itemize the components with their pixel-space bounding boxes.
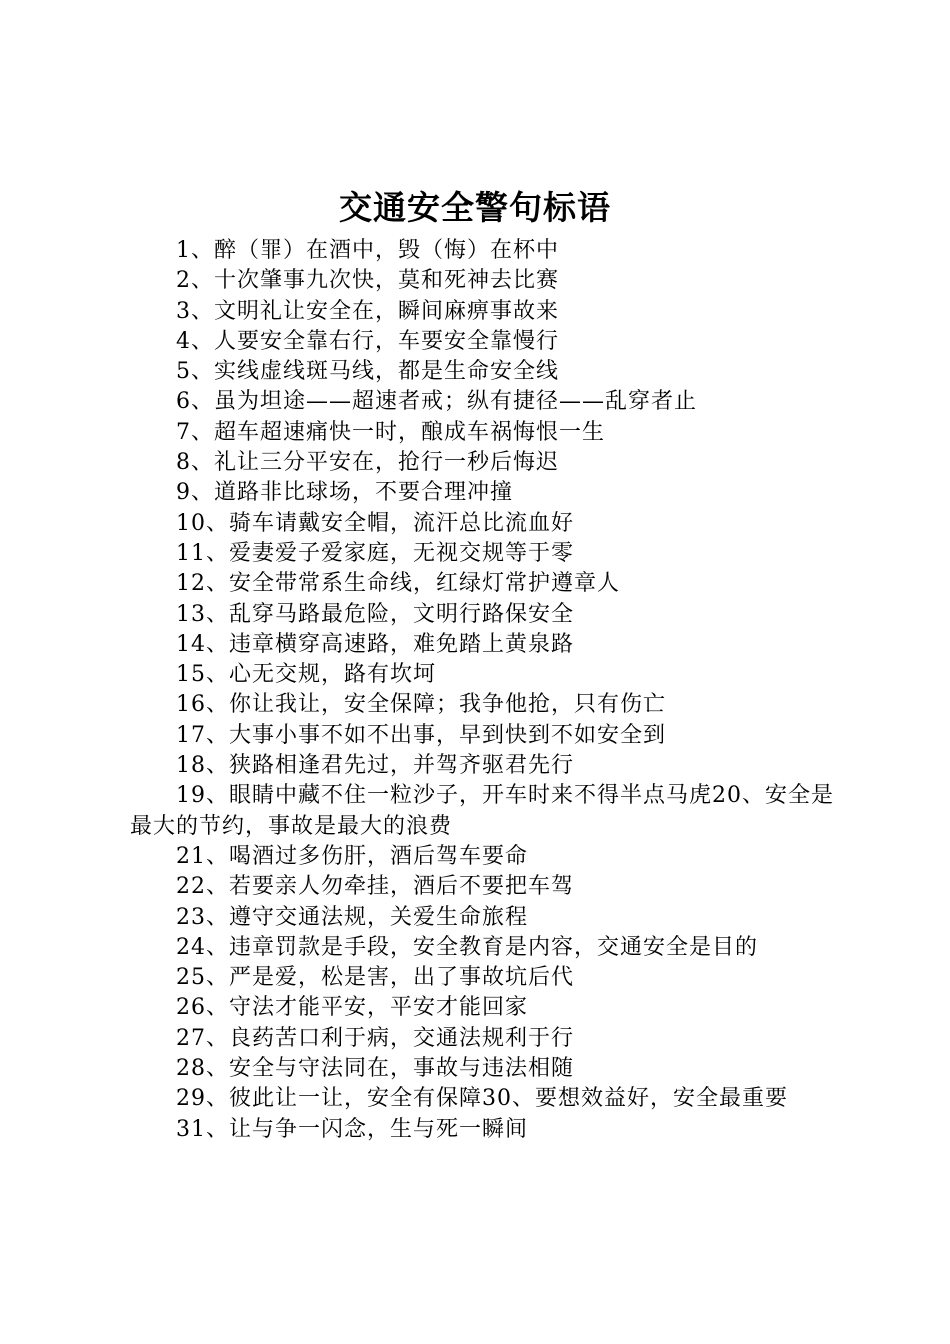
slogan-item: 12、安全带常系生命线，红绿灯常护遵章人 — [176, 571, 620, 597]
slogan-item: 17、大事小事不如不出事，早到快到不如安全到 — [176, 722, 666, 748]
slogan-list — [130, 236, 835, 1145]
slogan-item: 18、狭路相逢君先过，并驾齐驱君先行 — [176, 753, 574, 779]
slogan-item: 10、骑车请戴安全帽，流汗总比流血好 — [176, 510, 574, 536]
slogan-item: 26、守法才能平安，平安才能回家 — [176, 995, 528, 1021]
slogan-item: 29、彼此让一让，安全有保障30、要想效益好，安全最重要 — [176, 1086, 788, 1112]
slogan-item: 16、你让我让，安全保障；我争他抢，只有伤亡 — [176, 692, 666, 718]
slogan-item: 22、若要亲人勿牵挂，酒后不要把车驾 — [176, 874, 574, 900]
slogan-item: 14、违章横穿高速路，难免踏上黄泉路 — [176, 631, 574, 657]
slogan-item: 28、安全与守法同在，事故与违法相随 — [176, 1056, 574, 1082]
slogan-item: 19、眼睛中藏不住一粒沙子，开车时来不得半点马虎20、安全是最大的节约，事故是最大的浪费 — [130, 783, 834, 839]
slogan-item: 31、让与争一闪念，生与死一瞬间 — [176, 1116, 528, 1142]
slogan-item: 21、喝酒过多伤肝，酒后驾车要命 — [176, 843, 528, 869]
slogan-item: 15、心无交规，路有坎坷 — [176, 662, 436, 688]
slogan-item: 24、违章罚款是手段，安全教育是内容，交通安全是目的 — [176, 934, 758, 960]
slogan-item: 4、人要安全靠右行，车要安全靠慢行 — [176, 328, 559, 354]
slogan-item: 3、文明礼让安全在，瞬间麻痹事故来 — [176, 298, 559, 324]
slogan-item: 25、严是爱，松是害，出了事故坑后代 — [176, 965, 574, 991]
slogan-item: 8、礼让三分平安在，抢行一秒后悔迟 — [176, 450, 559, 476]
slogan-item: 11、爱妻爱子爱家庭，无视交规等于零 — [176, 540, 574, 566]
slogan-item: 9、道路非比球场，不要合理冲撞 — [176, 480, 513, 506]
slogan-item: 7、超车超速痛快一时，酿成车祸悔恨一生 — [176, 419, 605, 445]
slogan-item: 5、实线虚线斑马线，都是生命安全线 — [176, 359, 559, 385]
slogan-item: 13、乱穿马路最危险，文明行路保安全 — [176, 601, 574, 627]
slogan-item: 27、良药苦口利于病，交通法规利于行 — [176, 1025, 574, 1051]
slogan-item: 6、虽为坦途——超速者戒；纵有捷径——乱穿者止 — [176, 389, 697, 415]
slogan-item: 23、遵守交通法规，关爱生命旅程 — [176, 904, 528, 930]
slogan-item: 2、十次肇事九次快，莫和死神去比赛 — [176, 268, 559, 294]
slogan-item: 1、醉（罪）在酒中，毁（悔）在杯中 — [176, 238, 559, 263]
document-title: 交通安全警句标语 — [339, 188, 611, 227]
